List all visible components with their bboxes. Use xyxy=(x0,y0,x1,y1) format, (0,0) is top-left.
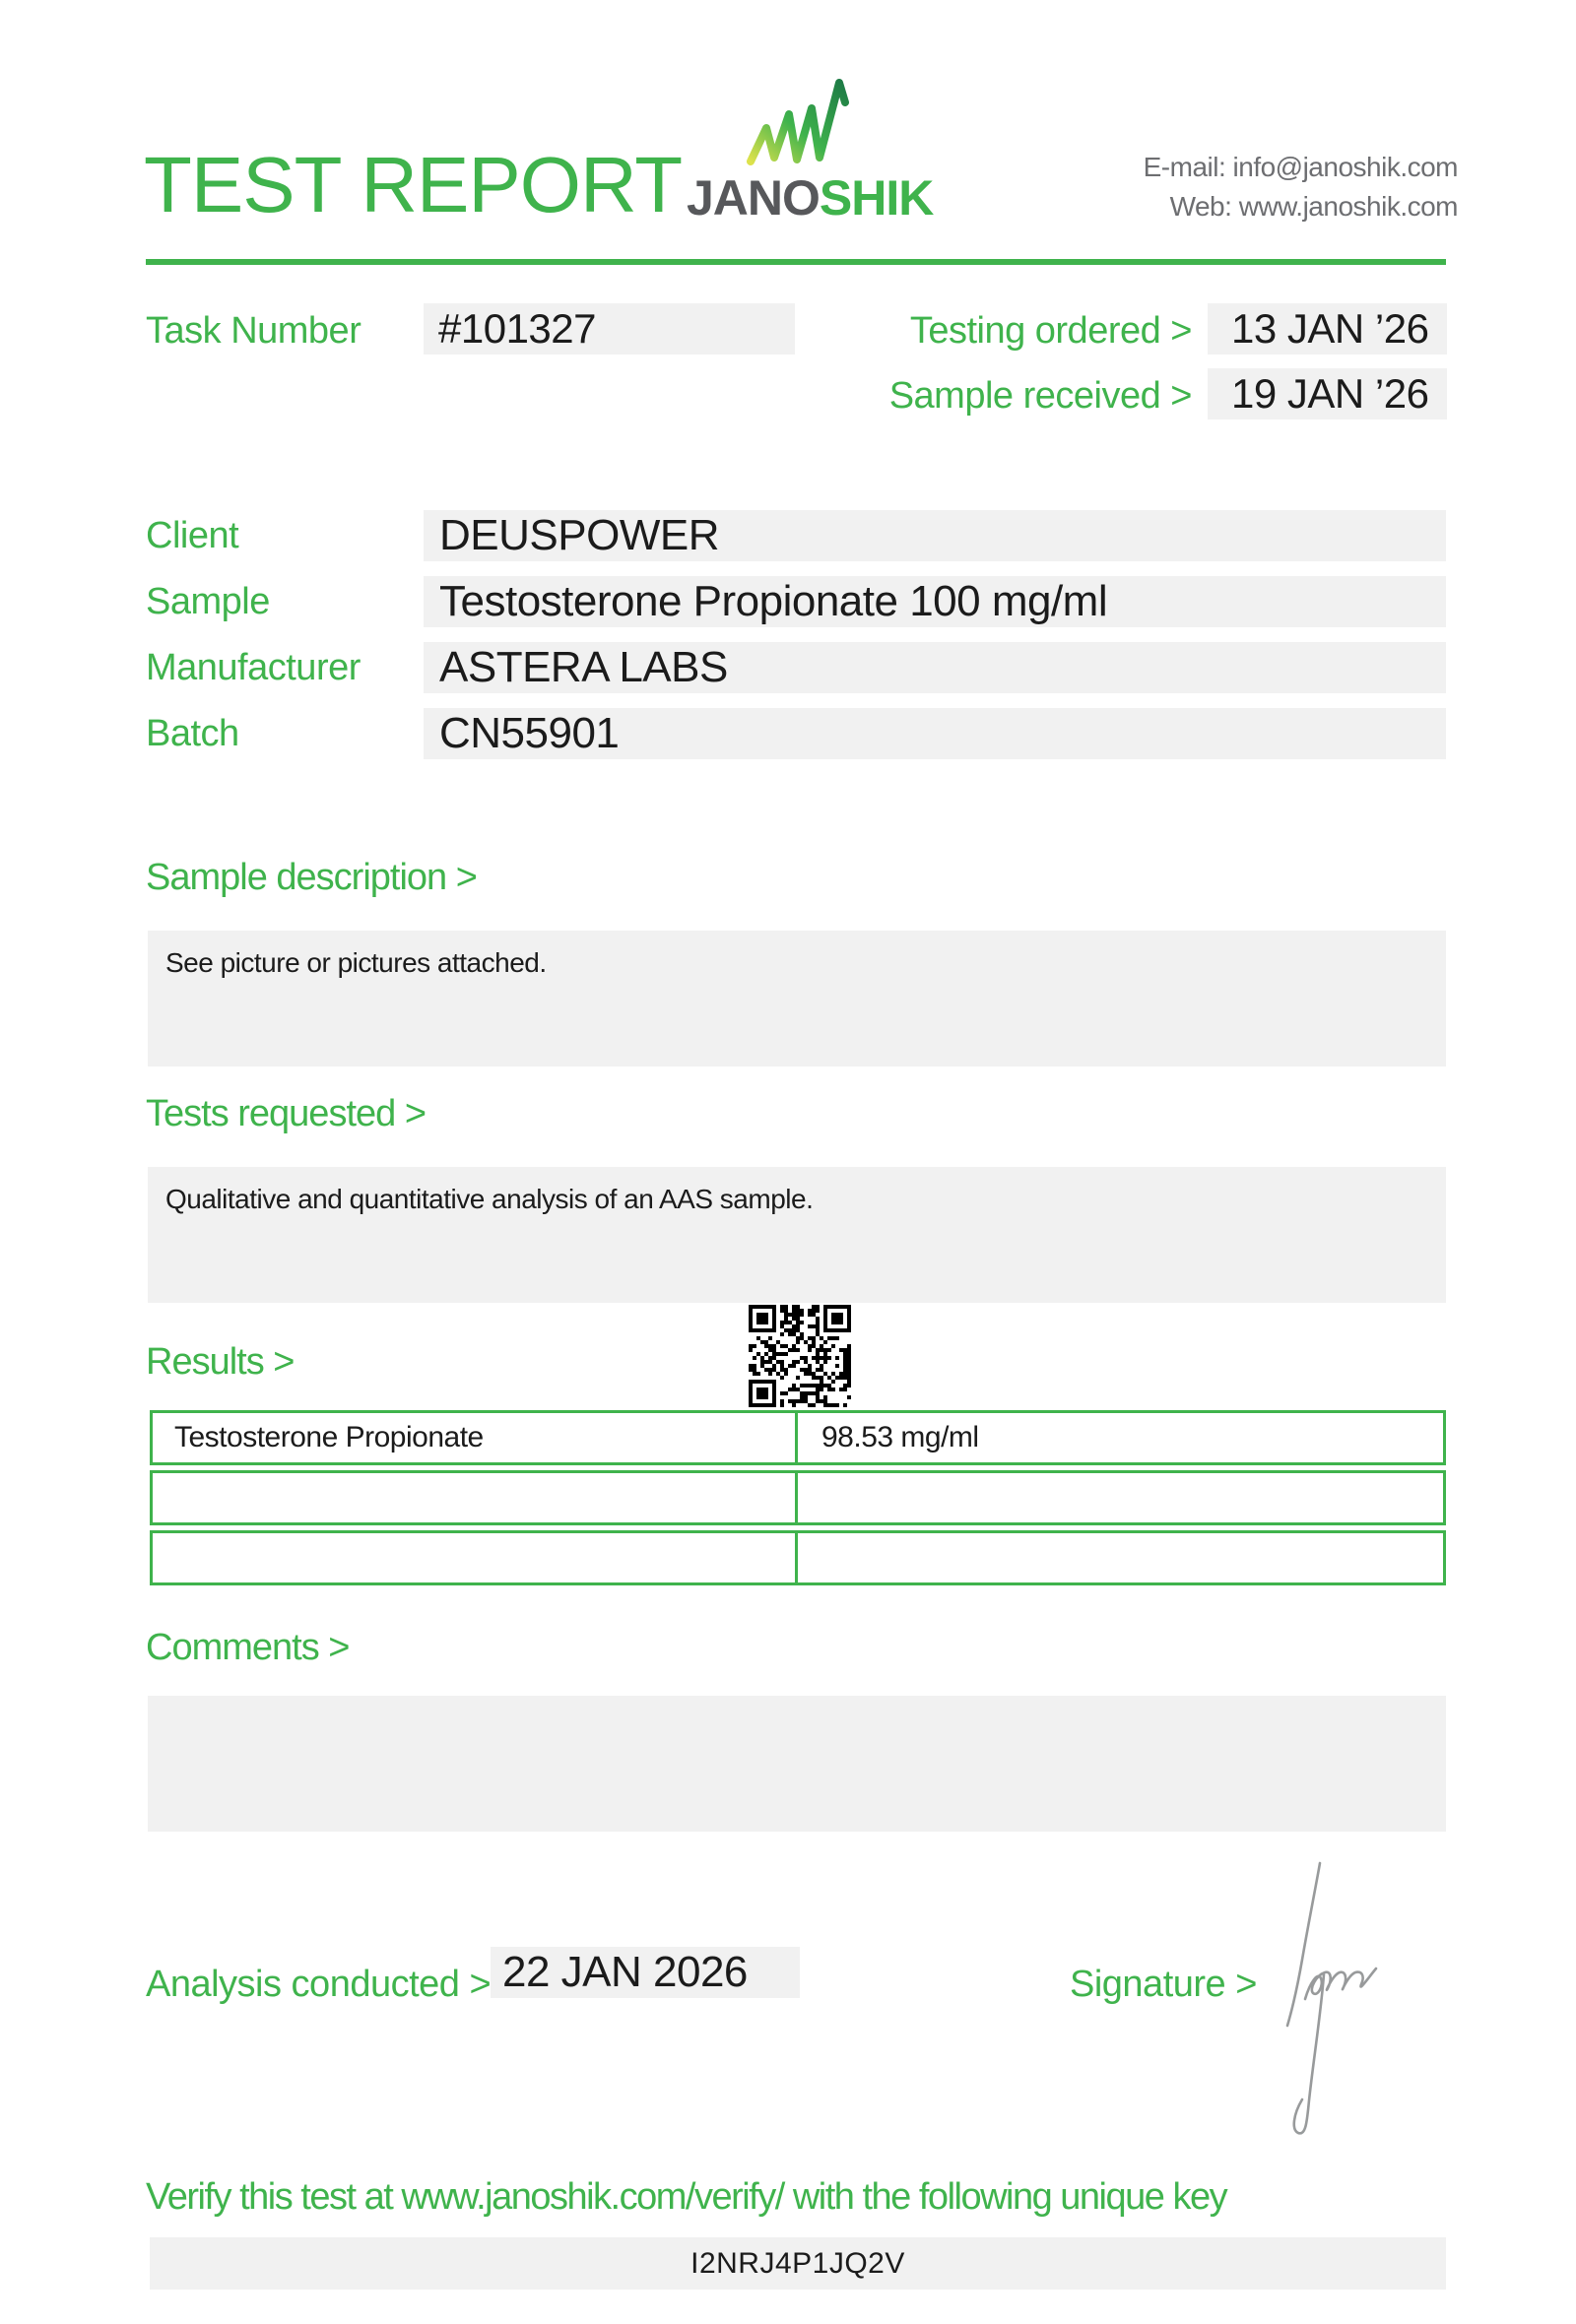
unique-key-value: I2NRJ4P1JQ2V xyxy=(690,2246,905,2280)
logo-part-shik: SHIK xyxy=(819,170,934,226)
janoshik-chart-logo-icon xyxy=(745,73,859,167)
result-value-cell xyxy=(798,1533,1443,1582)
logo-wordmark xyxy=(687,170,934,226)
contact-block xyxy=(1144,148,1458,226)
comments-box xyxy=(148,1696,1446,1832)
header-divider xyxy=(146,259,1446,265)
testing-ordered-box xyxy=(1208,303,1447,355)
unique-key-box xyxy=(150,2237,1446,2290)
batch-box xyxy=(424,708,1446,759)
qr-code xyxy=(749,1305,851,1407)
result-value-cell xyxy=(798,1473,1443,1522)
contact-web: Web: www.janoshik.com xyxy=(1169,191,1458,222)
result-value: 98.53 mg/ml xyxy=(821,1421,979,1453)
tests-requested-body: Qualitative and quantitative analysis of an AAS sample. xyxy=(165,1184,814,1214)
results-table-row xyxy=(150,1530,1446,1585)
manufacturer-label: Manufacturer xyxy=(146,647,361,688)
analysis-conducted-value: 22 JAN 2026 xyxy=(502,1948,748,1996)
result-analyte-cell xyxy=(153,1473,798,1522)
client-box xyxy=(424,510,1446,561)
testing-ordered-label: Testing ordered > xyxy=(909,310,1192,352)
batch-label: Batch xyxy=(146,713,239,754)
sample-received-label: Sample received > xyxy=(888,375,1192,417)
tests-requested-title: Tests requested > xyxy=(146,1093,427,1134)
contact-email: E-mail: info@janoshik.com xyxy=(1143,152,1458,182)
sample-description-title: Sample description > xyxy=(146,857,477,898)
client-label: Client xyxy=(146,515,239,556)
sample-value: Testosterone Propionate 100 mg/ml xyxy=(439,577,1108,625)
page-title: TEST REPORT xyxy=(144,141,683,228)
results-table-row xyxy=(150,1470,1446,1525)
result-analyte-cell xyxy=(153,1533,798,1582)
sample-description-box xyxy=(148,931,1446,1066)
comments-title: Comments > xyxy=(146,1627,350,1668)
sample-description-body: See picture or pictures attached. xyxy=(165,947,547,978)
signature-label: Signature > xyxy=(1070,1964,1257,2005)
analysis-conducted-label: Analysis conducted > xyxy=(146,1964,492,2005)
batch-value: CN55901 xyxy=(439,709,620,757)
task-number-box xyxy=(424,303,795,355)
sample-box xyxy=(424,576,1446,627)
result-analyte-cell xyxy=(153,1413,798,1462)
manufacturer-value: ASTERA LABS xyxy=(439,643,728,691)
sample-label: Sample xyxy=(146,581,270,622)
sample-received-box xyxy=(1208,368,1447,420)
verify-instruction: Verify this test at www.janoshik.com/verify/ with the following unique key xyxy=(146,2176,1227,2218)
signature-handwriting xyxy=(1280,1856,1399,2152)
analysis-conducted-box xyxy=(491,1947,800,1998)
manufacturer-box xyxy=(424,642,1446,693)
task-number-value: #101327 xyxy=(438,305,597,352)
tests-requested-box xyxy=(148,1167,1446,1303)
results-table-row xyxy=(150,1410,1446,1465)
result-value-cell xyxy=(798,1413,1443,1462)
sample-received-value: 19 JAN ’26 xyxy=(1231,370,1429,417)
task-number-label: Task Number xyxy=(146,310,361,352)
results-title: Results > xyxy=(146,1341,295,1383)
logo-part-jano: JANO xyxy=(687,170,820,226)
testing-ordered-value: 13 JAN ’26 xyxy=(1231,305,1429,352)
client-value: DEUSPOWER xyxy=(439,511,719,559)
result-analyte: Testosterone Propionate xyxy=(174,1421,484,1453)
